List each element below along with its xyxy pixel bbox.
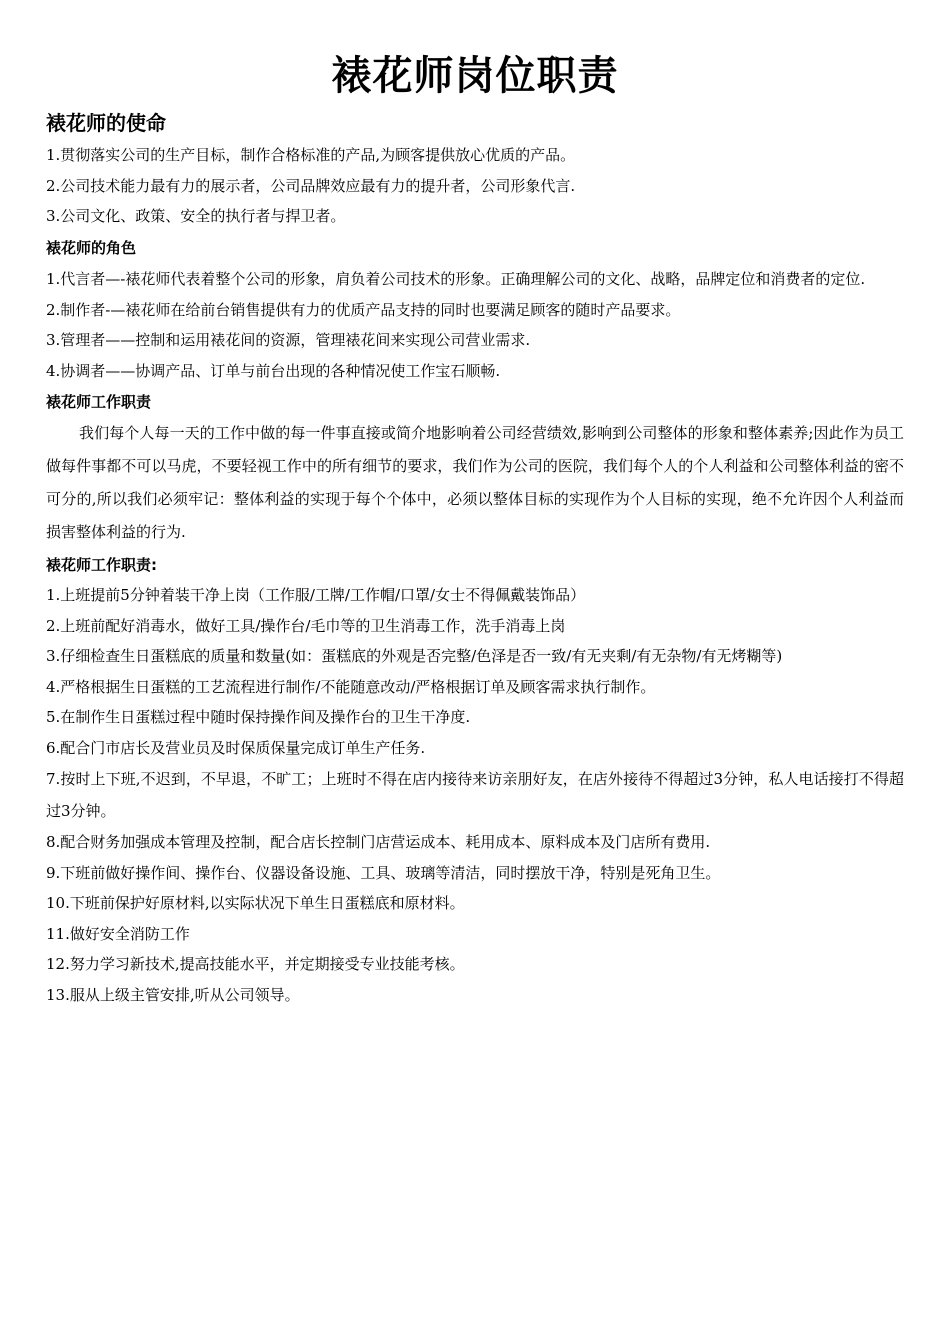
duty-item-8: 8.配合财务加强成本管理及控制，配合店长控制门店营运成本、耗用成本、原料成本及门店所有费用. — [46, 833, 711, 851]
mission-item-2: 2.公司技术能力最有力的展示者，公司品牌效应最有力的提升者，公司形象代言. — [46, 176, 576, 195]
duty-item-2: 2.上班前配好消毒水，做好工具/操作台/毛巾等的卫生消毒工作，洗手消毒上岗 — [46, 616, 566, 635]
duty-item-7: 7.按时上下班,不迟到，不早退，不旷工；上班时不得在店内接待来访亲朋好友，在店外接待不得超过3分钟，私人电话接打不得超过3分钟。 — [46, 770, 904, 820]
mission-section — [46, 108, 904, 232]
duty-item-4: 4.严格根据生日蛋糕的工艺流程进行制作/不能随意改动/严格根据订单及顾客需求执行制作。 — [46, 677, 656, 696]
duty-item-11: 11.做好安全消防工作 — [46, 924, 190, 943]
duty-item-10: 10.下班前保护好原材料,以实际状况下单生日蛋糕底和原材料。 — [46, 894, 465, 912]
role-item-3: 3.管理者——控制和运用裱花间的资源，管理裱花间来实现公司营业需求. — [46, 331, 531, 349]
role-item-1: 1.代言者—-裱花师代表着整个公司的形象，肩负着公司技术的形象。正确理解公司的文化、战略，品牌定位和消费者的定位. — [46, 269, 866, 288]
duty-item-13: 13.服从上级主管安排,听从公司领导。 — [46, 985, 300, 1004]
roles-section — [46, 234, 904, 387]
duty-item-6: 6.配合门市店长及营业员及时保质保量完成订单生产任务. — [46, 738, 426, 757]
role-item-4: 4.协调者——协调产品、订单与前台出现的各种情况使工作宝石顺畅. — [46, 361, 501, 380]
duty-item-12: 12.努力学习新技术,提高技能水平，并定期接受专业技能考核。 — [46, 955, 465, 973]
duty-item-9: 9.下班前做好操作间、操作台、仪器设备设施、工具、玻璃等清洁，同时摆放干净，特别是死角卫生。 — [46, 863, 721, 882]
duty-intro-section — [46, 388, 904, 549]
roles-heading: 裱花师的角色 — [46, 238, 137, 257]
duty-intro-paragraph: 我们每个人每一天的工作中做的每一件事直接或简介地影响着公司经营绩效,影响到公司整体的形象和整体素养;因此作为员工做每件事都不可以马虎，不要轻视工作中的所有细节的要求，我们作为公司的医院，我们每个人的个人利益和公司整体利益的密不可分的,所以我们必须牢记：整体利益的实现于每个个体中，必须以整体目标的实现作为个人目标的实现，绝不允许因个人利益而损害整体利益的行为. — [46, 424, 904, 541]
mission-item-3: 3.公司文化、政策、安全的执行者与捍卫者。 — [46, 207, 346, 225]
role-item-2: 2.制作者-—裱花师在给前台销售提供有力的优质产品支持的同时也要满足顾客的随时产品要求。 — [46, 300, 681, 319]
duty-intro-heading: 裱花师工作职责 — [46, 393, 152, 411]
duties-heading: 裱花师工作职责: — [46, 556, 157, 574]
duty-item-5: 5.在制作生日蛋糕过程中随时保持操作间及操作台的卫生干净度. — [46, 708, 471, 726]
duties-section — [46, 551, 904, 1010]
mission-heading: 裱花师的使命 — [46, 111, 166, 135]
page-title: 裱花师岗位职责 — [331, 53, 619, 99]
mission-item-1: 1.贯彻落实公司的生产目标，制作合格标准的产品,为顾客提供放心优质的产品。 — [46, 146, 576, 164]
duty-item-1: 1.上班提前5分钟着装干净上岗（工作服/工牌/工作帽/口罩/女士不得佩戴装饰品） — [46, 586, 586, 604]
duty-item-3: 3.仔细检查生日蛋糕底的质量和数量(如：蛋糕底的外观是否完整/色泽是否一致/有无夹剩/有无杂物/有无烤糊等) — [46, 647, 783, 665]
